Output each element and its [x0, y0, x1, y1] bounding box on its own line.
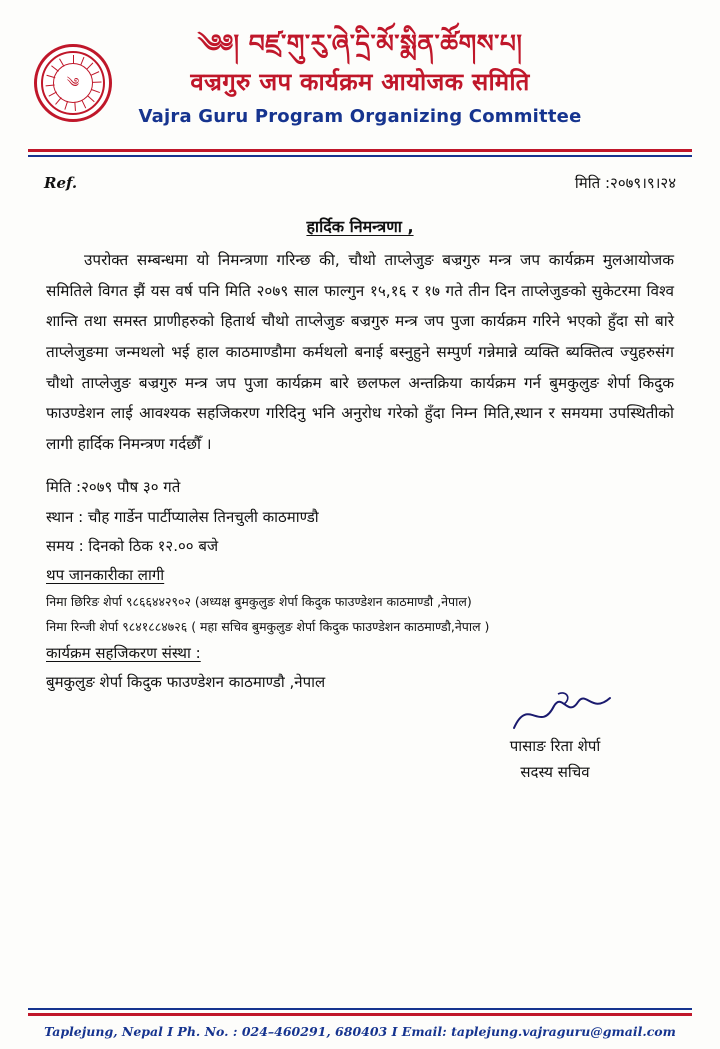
body-paragraph: उपरोक्त सम्बन्धमा यो निमन्त्रणा गरिन्छ की, चौथो ताप्लेजुङ बज्रगुरु मन्त्र जप कार्यक्रम मुलआयोजक समितिले विगत झैं यस वर्ष पनि मिति २०७९ साल फाल्गुन १५,१६ र १७ गते तीन दिन ताप्लेजुङको सुकेटरमा विश्व शान्ति तथा समस्त प्राणीहरुको हितार्थ चौथो ताप्लेजुङ बज्रगुरु मन्त्र जप पुजा कार्यक्रम गरिने भएको हुँदा सो बारे ताप्लेजुङमा जन्मथलो भई हाल काठमाण्डौमा कर्मथलो बनाई बस्नुहुने सम्पुर्ण गन्नेमान्ने व्यक्ति ब्यक्तित्व ज्युहरुसंग चौथो ताप्लेजुङ बज्रगुरु मन्त्र जप पुजा कार्यक्रम बारे छलफल अन्तक्रिया कार्यक्रम गर्न बुमकुलुङ शेर्पा किदुक फाउण्डेशन लाई आवश्यक सहजिकरण गरिदिनु भनि अनुरोध गरेको हुँदा निम्न मिति,स्थान र समयमा उपस्थितीको लागी हार्दिक निमन्त्रण गर्दछौँ । — [46, 251, 674, 453]
letter-body — [0, 245, 720, 697]
committee-logo-icon — [34, 44, 112, 122]
reference-row — [0, 157, 720, 193]
letter-footer — [0, 1008, 720, 1049]
letter-date: मिति :२०७९।९।२४ — [574, 174, 676, 193]
salutation — [0, 215, 720, 237]
footer-contact-text: Taplejung, Nepal I Ph. No. : 024–460291, 680403 I Email: taplejung.vajraguru@gmail.com — [44, 1024, 676, 1039]
event-time-line: समय : दिनको ठिक १२.०० बजे — [46, 536, 219, 555]
more-info-heading: थप जानकारीका लागी — [46, 566, 165, 585]
logo-inner-ring — [41, 51, 105, 115]
signatory-designation: सदस्य सचिव — [520, 762, 590, 781]
footer-divider-red — [28, 1013, 692, 1016]
contact-line-2: निमा रिन्जी शेर्पा ९८४१८८४७२६ ( महा सचिव बुमकुलुङ शेर्पा किदुक फाउण्डेशन काठमाण्डौ,नेपाल ) — [46, 618, 490, 634]
event-venue-line: स्थान : चौह गार्डेन पार्टीप्यालेस तिनचुली काठमाण्डौ — [46, 507, 319, 526]
footer-divider-blue — [28, 1008, 692, 1010]
salutation-text: हार्दिक निमन्त्रणा , — [306, 217, 414, 237]
contact-line-1: निमा छिरिङ शेर्पा ९८६६४४२९०२ (अध्यक्ष बुमकुलुङ शेर्पा किदुक फाउण्डेशन काठमाण्डौ ,नेपाल) — [46, 594, 472, 610]
event-details — [46, 473, 674, 697]
logo-spokes — [43, 53, 103, 113]
facilitator-heading: कार्यक्रम सहजिकरण संस्था : — [46, 644, 201, 663]
header-divider-red — [28, 149, 692, 152]
handwritten-signature — [450, 692, 660, 734]
logo-center-glyph: ༄ — [53, 63, 93, 103]
ref-label: Ref. — [44, 174, 78, 193]
signature-block — [450, 692, 660, 785]
nepali-title: वज्रगुरु जप कार्यक्रम आयोजक समिति — [190, 68, 530, 97]
tibetan-title: ༄༅། བཛྲ་གུ་རུ་ཞེ་དྲི་མོ་སྨིན་ཚོགས་པ། — [197, 29, 523, 58]
facilitator-organization: बुमकुलुङ शेर्पा किदुक फाउण्डेशन काठमाण्डौ ,नेपाल — [46, 673, 326, 692]
english-title: Vajra Guru Program Organizing Committee — [138, 106, 582, 128]
event-date-line: मिति :२०७९ पौष ३० गते — [46, 478, 181, 497]
signatory-name: पासाङ रिता शेर्पा — [509, 737, 601, 755]
letterhead — [0, 0, 720, 145]
